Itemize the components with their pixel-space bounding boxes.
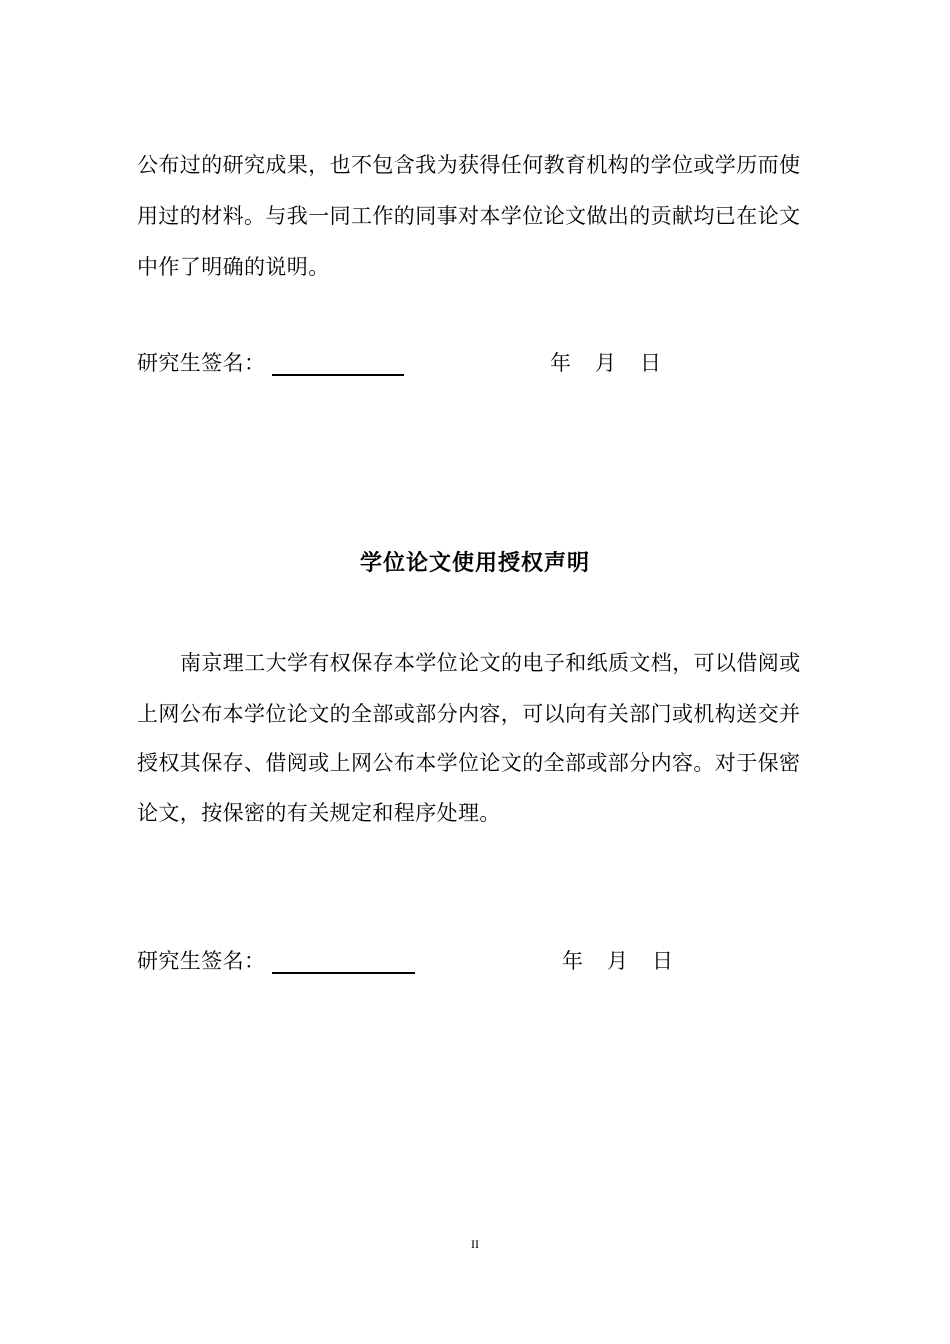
signature-row-1 <box>137 350 697 380</box>
authorization-line-1: 南京理工大学有权保存本学位论文的电子和纸质文档，可以借阅或 <box>180 651 801 675</box>
authorization-title: 学位论文使用授权声明 <box>359 550 590 576</box>
page-number: II <box>471 1237 479 1251</box>
signature-line <box>272 374 404 376</box>
declaration-line-3: 中作了明确的说明。 <box>137 255 330 279</box>
date-month-label: 月 <box>595 351 616 375</box>
date-day-label: 日 <box>652 949 673 973</box>
authorization-line-3: 授权其保存、借阅或上网公布本学位论文的全部或部分内容。对于保密 <box>137 751 801 775</box>
date-year-label: 年 <box>562 949 583 973</box>
date-year-label: 年 <box>550 351 571 375</box>
declaration-line-1: 公布过的研究成果，也不包含我为获得任何教育机构的学位或学历而使 <box>137 153 801 177</box>
authorization-line-4: 论文，按保密的有关规定和程序处理。 <box>137 801 501 825</box>
declaration-line-2: 用过的材料。与我一同工作的同事对本学位论文做出的贡献均已在论文 <box>137 204 801 228</box>
date-day-label: 日 <box>640 351 661 375</box>
authorization-line-2: 上网公布本学位论文的全部或部分内容，可以向有关部门或机构送交并 <box>137 702 801 726</box>
signature-row-2 <box>137 948 707 978</box>
signature-label: 研究生签名： <box>137 351 266 375</box>
signature-line <box>272 972 415 974</box>
date-month-label: 月 <box>607 949 628 973</box>
signature-label: 研究生签名： <box>137 949 266 973</box>
